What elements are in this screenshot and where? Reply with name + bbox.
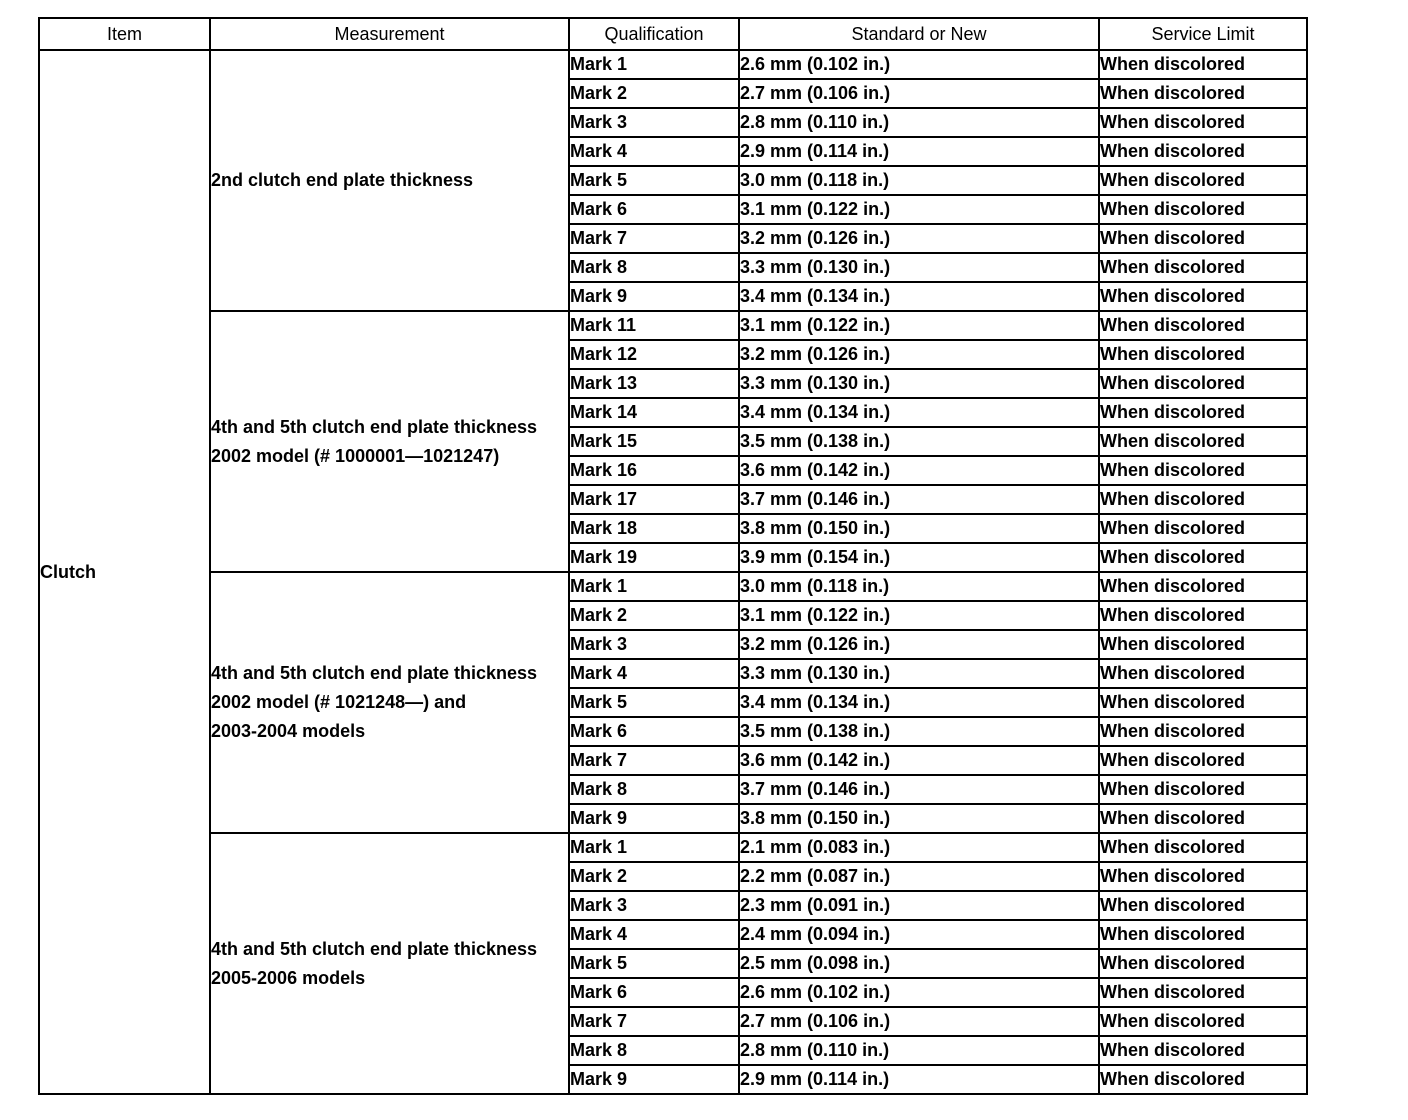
qualification-cell: Mark 6 bbox=[569, 195, 739, 224]
standard-cell: 3.3 mm (0.130 in.) bbox=[739, 659, 1099, 688]
measurement-line: 4th and 5th clutch end plate thickness bbox=[211, 416, 538, 437]
standard-cell: 2.4 mm (0.094 in.) bbox=[739, 920, 1099, 949]
service-limit-cell: When discolored bbox=[1099, 862, 1307, 891]
standard-cell: 2.9 mm (0.114 in.) bbox=[739, 137, 1099, 166]
service-limit-cell: When discolored bbox=[1099, 804, 1307, 833]
standard-cell: 3.4 mm (0.134 in.) bbox=[739, 688, 1099, 717]
standard-cell: 3.2 mm (0.126 in.) bbox=[739, 340, 1099, 369]
standard-cell: 3.6 mm (0.142 in.) bbox=[739, 746, 1099, 775]
qualification-cell: Mark 4 bbox=[569, 659, 739, 688]
standard-cell: 3.6 mm (0.142 in.) bbox=[739, 456, 1099, 485]
standard-cell: 3.1 mm (0.122 in.) bbox=[739, 195, 1099, 224]
service-limit-cell: When discolored bbox=[1099, 137, 1307, 166]
qualification-cell: Mark 14 bbox=[569, 398, 739, 427]
qualification-cell: Mark 9 bbox=[569, 282, 739, 311]
standard-cell: 3.3 mm (0.130 in.) bbox=[739, 253, 1099, 282]
qualification-cell: Mark 5 bbox=[569, 166, 739, 195]
service-limit-cell: When discolored bbox=[1099, 166, 1307, 195]
qualification-cell: Mark 1 bbox=[569, 50, 739, 79]
item-cell: Clutch bbox=[39, 50, 210, 1094]
standard-cell: 3.8 mm (0.150 in.) bbox=[739, 514, 1099, 543]
service-limit-cell: When discolored bbox=[1099, 978, 1307, 1007]
qualification-cell: Mark 3 bbox=[569, 108, 739, 137]
standard-cell: 3.4 mm (0.134 in.) bbox=[739, 282, 1099, 311]
qualification-cell: Mark 2 bbox=[569, 862, 739, 891]
qualification-cell: Mark 4 bbox=[569, 920, 739, 949]
standard-cell: 3.1 mm (0.122 in.) bbox=[739, 311, 1099, 340]
service-limit-cell: When discolored bbox=[1099, 340, 1307, 369]
standard-cell: 3.2 mm (0.126 in.) bbox=[739, 224, 1099, 253]
standard-cell: 3.4 mm (0.134 in.) bbox=[739, 398, 1099, 427]
table-row bbox=[39, 50, 1307, 79]
standard-cell: 2.8 mm (0.110 in.) bbox=[739, 1036, 1099, 1065]
service-spec-table bbox=[38, 17, 1308, 1095]
service-limit-cell: When discolored bbox=[1099, 427, 1307, 456]
service-limit-cell: When discolored bbox=[1099, 1036, 1307, 1065]
standard-cell: 3.3 mm (0.130 in.) bbox=[739, 369, 1099, 398]
standard-cell: 2.7 mm (0.106 in.) bbox=[739, 79, 1099, 108]
qualification-cell: Mark 6 bbox=[569, 717, 739, 746]
header-measurement: Measurement bbox=[210, 18, 569, 50]
service-limit-cell: When discolored bbox=[1099, 282, 1307, 311]
measurement-line: 2nd clutch end plate thickness bbox=[211, 170, 474, 190]
measurement-line: 4th and 5th clutch end plate thickness bbox=[211, 663, 538, 683]
table-row bbox=[39, 311, 1307, 340]
measurement-line: 4th and 5th clutch end plate thickness bbox=[211, 938, 538, 959]
qualification-cell: Mark 8 bbox=[569, 775, 739, 804]
service-limit-cell: When discolored bbox=[1099, 50, 1307, 79]
service-limit-cell: When discolored bbox=[1099, 746, 1307, 775]
service-limit-cell: When discolored bbox=[1099, 224, 1307, 253]
measurement-line: 2005-2006 models bbox=[211, 967, 366, 988]
service-limit-cell: When discolored bbox=[1099, 253, 1307, 282]
qualification-cell: Mark 7 bbox=[569, 1007, 739, 1036]
qualification-cell: Mark 3 bbox=[569, 891, 739, 920]
service-limit-cell: When discolored bbox=[1099, 369, 1307, 398]
service-limit-cell: When discolored bbox=[1099, 775, 1307, 804]
table-body bbox=[39, 50, 1307, 1094]
qualification-cell: Mark 15 bbox=[569, 427, 739, 456]
qualification-cell: Mark 6 bbox=[569, 978, 739, 1007]
table-row bbox=[39, 833, 1307, 862]
measurement-line: 2002 model (# 1021248—) and bbox=[211, 692, 467, 712]
qualification-cell: Mark 8 bbox=[569, 1036, 739, 1065]
service-limit-cell: When discolored bbox=[1099, 79, 1307, 108]
standard-cell: 3.0 mm (0.118 in.) bbox=[739, 166, 1099, 195]
qualification-cell: Mark 9 bbox=[569, 804, 739, 833]
standard-cell: 2.7 mm (0.106 in.) bbox=[739, 1007, 1099, 1036]
header-row bbox=[39, 18, 1307, 50]
standard-cell: 2.3 mm (0.091 in.) bbox=[739, 891, 1099, 920]
service-limit-cell: When discolored bbox=[1099, 485, 1307, 514]
measurement-cell bbox=[210, 50, 569, 311]
measurement-cell bbox=[210, 572, 569, 833]
standard-cell: 3.8 mm (0.150 in.) bbox=[739, 804, 1099, 833]
qualification-cell: Mark 17 bbox=[569, 485, 739, 514]
measurement-cell bbox=[210, 311, 569, 572]
qualification-cell: Mark 7 bbox=[569, 224, 739, 253]
service-limit-cell: When discolored bbox=[1099, 456, 1307, 485]
standard-cell: 3.5 mm (0.138 in.) bbox=[739, 427, 1099, 456]
measurement-line: 2003-2004 models bbox=[211, 721, 366, 741]
standard-cell: 3.2 mm (0.126 in.) bbox=[739, 630, 1099, 659]
service-limit-cell: When discolored bbox=[1099, 1007, 1307, 1036]
service-limit-cell: When discolored bbox=[1099, 514, 1307, 543]
qualification-cell: Mark 1 bbox=[569, 833, 739, 862]
measurement-cell bbox=[210, 833, 569, 1094]
qualification-cell: Mark 18 bbox=[569, 514, 739, 543]
qualification-cell: Mark 5 bbox=[569, 688, 739, 717]
service-limit-cell: When discolored bbox=[1099, 891, 1307, 920]
service-limit-cell: When discolored bbox=[1099, 601, 1307, 630]
qualification-cell: Mark 16 bbox=[569, 456, 739, 485]
standard-cell: 3.9 mm (0.154 in.) bbox=[739, 543, 1099, 572]
service-limit-cell: When discolored bbox=[1099, 1065, 1307, 1094]
qualification-cell: Mark 12 bbox=[569, 340, 739, 369]
service-limit-cell: When discolored bbox=[1099, 833, 1307, 862]
service-limit-cell: When discolored bbox=[1099, 659, 1307, 688]
standard-cell: 3.7 mm (0.146 in.) bbox=[739, 775, 1099, 804]
qualification-cell: Mark 7 bbox=[569, 746, 739, 775]
service-limit-cell: When discolored bbox=[1099, 688, 1307, 717]
service-limit-cell: When discolored bbox=[1099, 108, 1307, 137]
standard-cell: 2.1 mm (0.083 in.) bbox=[739, 833, 1099, 862]
qualification-cell: Mark 2 bbox=[569, 601, 739, 630]
standard-cell: 2.6 mm (0.102 in.) bbox=[739, 978, 1099, 1007]
standard-cell: 3.7 mm (0.146 in.) bbox=[739, 485, 1099, 514]
header-qualification: Qualification bbox=[569, 18, 739, 50]
standard-cell: 3.5 mm (0.138 in.) bbox=[739, 717, 1099, 746]
service-limit-cell: When discolored bbox=[1099, 630, 1307, 659]
qualification-cell: Mark 9 bbox=[569, 1065, 739, 1094]
standard-cell: 2.5 mm (0.098 in.) bbox=[739, 949, 1099, 978]
spec-sheet bbox=[38, 17, 1306, 1095]
qualification-cell: Mark 13 bbox=[569, 369, 739, 398]
qualification-cell: Mark 2 bbox=[569, 79, 739, 108]
service-limit-cell: When discolored bbox=[1099, 195, 1307, 224]
standard-cell: 2.9 mm (0.114 in.) bbox=[739, 1065, 1099, 1094]
standard-cell: 2.6 mm (0.102 in.) bbox=[739, 50, 1099, 79]
table-row bbox=[39, 572, 1307, 601]
standard-cell: 3.0 mm (0.118 in.) bbox=[739, 572, 1099, 601]
standard-cell: 2.8 mm (0.110 in.) bbox=[739, 108, 1099, 137]
service-limit-cell: When discolored bbox=[1099, 572, 1307, 601]
qualification-cell: Mark 11 bbox=[569, 311, 739, 340]
qualification-cell: Mark 3 bbox=[569, 630, 739, 659]
qualification-cell: Mark 1 bbox=[569, 572, 739, 601]
qualification-cell: Mark 8 bbox=[569, 253, 739, 282]
qualification-cell: Mark 4 bbox=[569, 137, 739, 166]
measurement-line: 2002 model (# 1000001—1021247) bbox=[211, 445, 500, 466]
service-limit-cell: When discolored bbox=[1099, 949, 1307, 978]
header-service-limit: Service Limit bbox=[1099, 18, 1307, 50]
standard-cell: 3.1 mm (0.122 in.) bbox=[739, 601, 1099, 630]
header-standard: Standard or New bbox=[739, 18, 1099, 50]
service-limit-cell: When discolored bbox=[1099, 543, 1307, 572]
service-limit-cell: When discolored bbox=[1099, 717, 1307, 746]
qualification-cell: Mark 19 bbox=[569, 543, 739, 572]
service-limit-cell: When discolored bbox=[1099, 398, 1307, 427]
standard-cell: 2.2 mm (0.087 in.) bbox=[739, 862, 1099, 891]
header-item: Item bbox=[39, 18, 210, 50]
qualification-cell: Mark 5 bbox=[569, 949, 739, 978]
service-limit-cell: When discolored bbox=[1099, 920, 1307, 949]
service-limit-cell: When discolored bbox=[1099, 311, 1307, 340]
